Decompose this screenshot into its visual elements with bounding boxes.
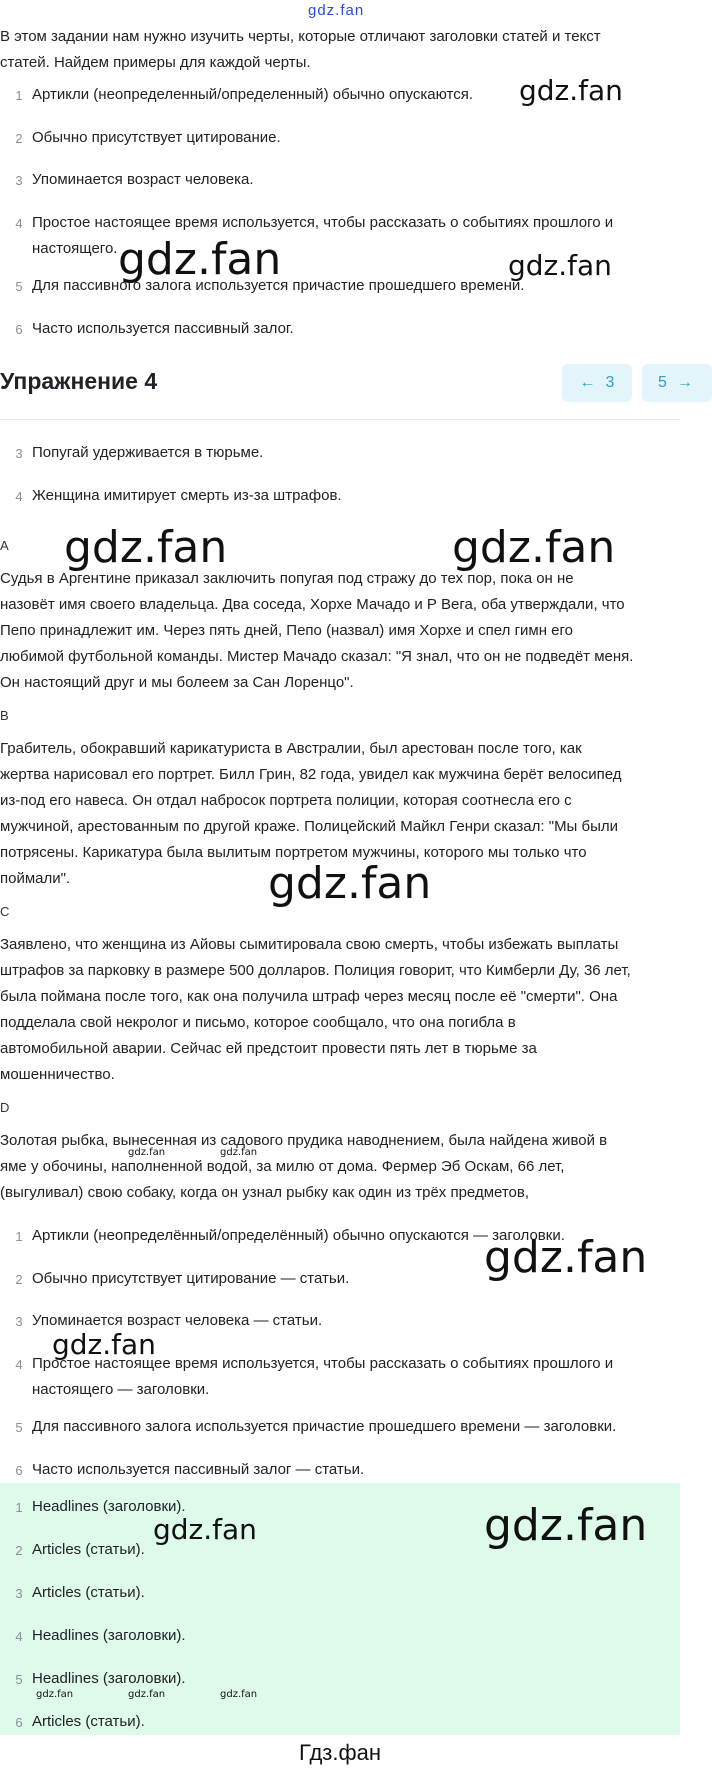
- article-line: (выгуливал) свою собаку, когда он узнал рыбку как один из трёх предметов,: [0, 1184, 530, 1201]
- answer-text: Упоминается возраст человека — статьи.: [32, 1312, 323, 1329]
- watermark: gdz.fan: [153, 1513, 257, 1546]
- watermark: gdz.fan: [484, 1232, 648, 1283]
- feature-number: 6: [15, 322, 23, 337]
- answer-text: настоящего — заголовки.: [32, 1381, 210, 1398]
- answer-number: 6: [15, 1463, 23, 1478]
- watermark: gdz.fan: [64, 522, 228, 573]
- feature-text: настоящего.: [32, 240, 118, 257]
- article-line: автомобильной аварии. Сейчас ей предстоит провести пять лет в тюрьме за: [0, 1040, 537, 1057]
- answer2-text: Articles (статьи).: [32, 1713, 145, 1730]
- watermark: gdz.fan: [268, 858, 432, 909]
- arrow-right-icon: →: [676, 374, 693, 391]
- article-line: Грабитель, обокравший карикатуриста в Австралии, был арестован после того, как: [0, 740, 582, 757]
- watermark: gdz.fan: [508, 249, 612, 282]
- feature-number: 4: [15, 216, 23, 231]
- feature-text: Часто используется пассивный залог.: [32, 320, 294, 337]
- answer2-number: 4: [15, 1629, 23, 1644]
- article-line: Судья в Аргентине приказал заключить попугая под стражу до тех пор, пока он не: [0, 570, 574, 587]
- article-line: из-под его навеса. Он отдал набросок портрета полиции, которая соотнесла его с: [0, 792, 572, 809]
- watermark: gdz.fan: [484, 1500, 648, 1551]
- feature-text: Упоминается возраст человека.: [32, 171, 254, 188]
- watermark: gdz.fan: [36, 1689, 74, 1700]
- watermark: gdz.fan: [220, 1689, 258, 1700]
- answer2-text: Articles (статьи).: [32, 1541, 145, 1558]
- article-line: Заявлено, что женщина из Айовы сымитировала свою смерть, чтобы избежать выплаты: [0, 936, 619, 953]
- answer-number: 5: [15, 1420, 23, 1435]
- answer-text: Для пассивного залога используется причастие прошедшего времени — заголовки.: [32, 1418, 617, 1435]
- headline-number: 3: [15, 446, 23, 461]
- answer-text: Простое настоящее время используется, чтобы рассказать о событиях прошлого и: [32, 1355, 614, 1372]
- answer2-number: 5: [15, 1672, 23, 1687]
- article-letter: D: [0, 1100, 10, 1115]
- watermark: gdz.fan: [128, 1689, 166, 1700]
- intro-line-2: статей. Найдем примеры для каждой черты.: [0, 54, 311, 71]
- article-line: любимой футбольной команды. Мистер Мачадо сказал: "Я знал, что он не подведёт меня.: [0, 648, 634, 665]
- watermark: gdz.fan: [452, 522, 616, 573]
- watermark: gdz.fan: [52, 1328, 156, 1361]
- prev-exercise-label: 3: [605, 374, 615, 391]
- article-letter: C: [0, 904, 10, 919]
- answer-text: Часто используется пассивный залог — статьи.: [32, 1461, 365, 1478]
- article-line: потрясены. Карикатура была вылитым портретом мужчины, которого мы только что: [0, 844, 587, 861]
- answer-text: Артикли (неопределённый/определённый) обычно опускаются — заголовки.: [32, 1227, 565, 1244]
- article-line: яме у обочины, наполненной водой, за милю от дома. Фермер Эб Оскам, 66 лет,: [0, 1158, 565, 1175]
- answer2-text: Articles (статьи).: [32, 1584, 145, 1601]
- article-letter: A: [0, 538, 9, 553]
- headline-text: Женщина имитирует смерть из-за штрафов.: [32, 487, 342, 504]
- feature-text: Артикли (неопределенный/определенный) обычно опускаются.: [32, 86, 473, 103]
- feature-number: 2: [15, 131, 23, 146]
- answer-number: 3: [15, 1314, 23, 1329]
- feature-number: 3: [15, 173, 23, 188]
- article-line: подделала свой некролог и письмо, которое сообщало, что она погибла в: [0, 1014, 516, 1031]
- feature-text: Для пассивного залога используется причастие прошедшего времени.: [32, 277, 525, 294]
- watermark: gdz.fan: [519, 74, 623, 107]
- footer-site-name: Гдз.фан: [299, 1740, 381, 1765]
- answer2-text: Headlines (заголовки).: [32, 1627, 186, 1644]
- prev-exercise-button[interactable]: [562, 364, 632, 402]
- feature-number: 1: [15, 88, 23, 103]
- site-link-top[interactable]: gdz.fan: [308, 2, 365, 19]
- answer-number: 4: [15, 1357, 23, 1372]
- article-line: поймали".: [0, 870, 71, 887]
- next-exercise-label: 5: [658, 374, 667, 391]
- answer2-number: 2: [15, 1543, 23, 1558]
- arrow-left-icon: ←: [579, 374, 596, 391]
- article-line: мошенничество.: [0, 1066, 115, 1083]
- answer2-text: Headlines (заголовки).: [32, 1498, 186, 1515]
- article-line: штрафов за парковку в размере 500 долларов. Полиция говорит, что Кимберли Ду, 36 лет,: [0, 962, 631, 979]
- article-line: назовёт имя своего владельца. Два соседа, Хорхе Мачадо и Р Вега, оба утверждали, что: [0, 596, 625, 613]
- exercise-title: Упражнение 4: [0, 368, 158, 394]
- watermark: gdz.fan: [118, 234, 282, 285]
- watermark: gdz.fan: [220, 1147, 258, 1158]
- answer2-number: 6: [15, 1715, 23, 1730]
- divider: [0, 419, 680, 420]
- article-line: Золотая рыбка, вынесенная из садового прудика наводнением, была найдена живой в: [0, 1132, 608, 1149]
- article-letter: B: [0, 708, 9, 723]
- headline-number: 4: [15, 489, 23, 504]
- next-exercise-button[interactable]: [642, 364, 712, 402]
- article-line: Он настоящий друг и мы болеем за Сан Лоренцо".: [0, 674, 354, 691]
- feature-text: Обычно присутствует цитирование.: [32, 129, 281, 146]
- feature-number: 5: [15, 279, 23, 294]
- answer-number: 1: [15, 1229, 23, 1244]
- watermark: gdz.fan: [128, 1147, 166, 1158]
- headline-text: Попугай удерживается в тюрьме.: [32, 444, 264, 461]
- article-line: жертва нарисовал его портрет. Билл Грин, 82 года, увидел как мужчина берёт велосипед: [0, 766, 622, 783]
- intro-line-1: В этом задании нам нужно изучить черты, которые отличают заголовки статей и текст: [0, 28, 601, 45]
- article-line: была поймана после того, как она получила штраф через месяц после её "смерти". Она: [0, 988, 618, 1005]
- article-line: Пепо принадлежит им. Через пять дней, Пепо (назвал) имя Хорхе и спел гимн его: [0, 622, 574, 639]
- article-line: мужчиной, арестованным по другой краже. Полицейский Майкл Генри сказал: "Мы были: [0, 818, 619, 835]
- answer2-number: 3: [15, 1586, 23, 1601]
- answer-number: 2: [15, 1272, 23, 1287]
- answer2-text: Headlines (заголовки).: [32, 1670, 186, 1687]
- feature-text: Простое настоящее время используется, чтобы рассказать о событиях прошлого и: [32, 214, 614, 231]
- answer-text: Обычно присутствует цитирование — статьи.: [32, 1270, 350, 1287]
- answer2-number: 1: [15, 1500, 23, 1515]
